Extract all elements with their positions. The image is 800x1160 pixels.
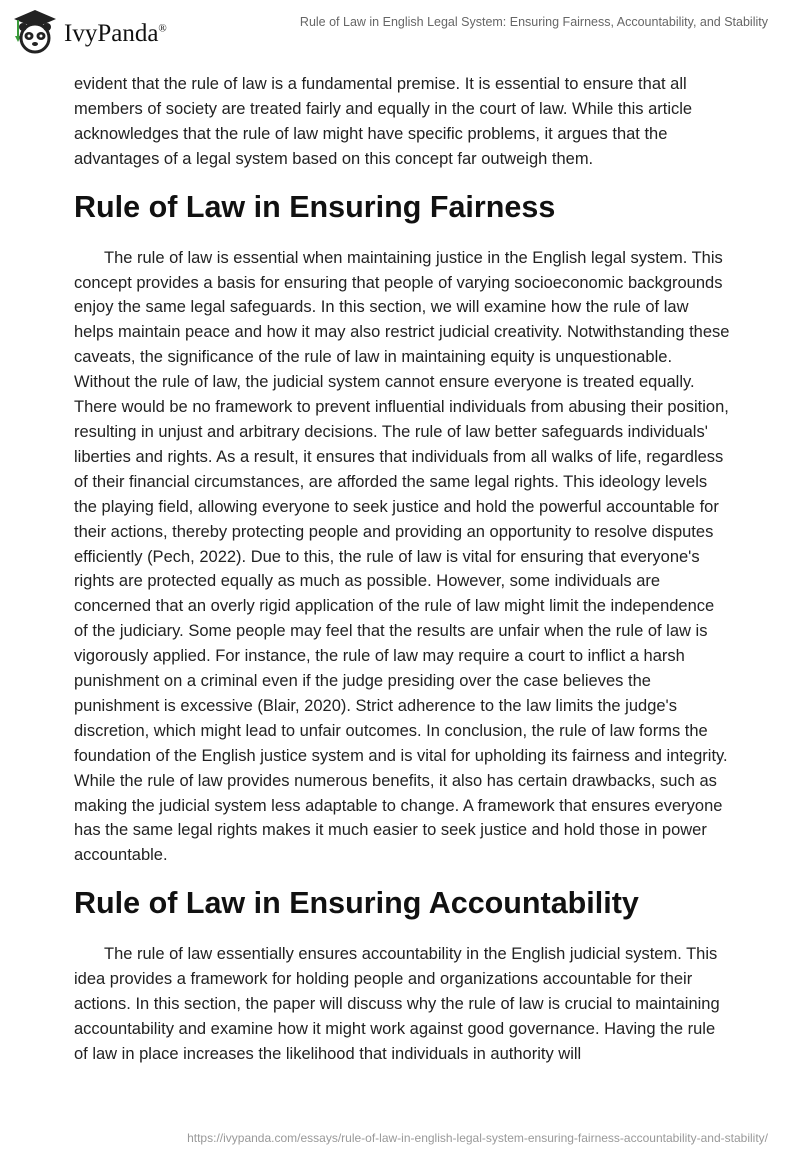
ivypanda-logo[interactable] bbox=[12, 8, 167, 54]
panda-graduate-icon bbox=[12, 8, 58, 54]
section-heading-fairness: Rule of Law in Ensuring Fairness bbox=[74, 189, 556, 224]
essay-content bbox=[74, 72, 730, 1067]
section-paragraph-accountability: The rule of law essentially ensures accountability in the English judicial system. This idea provides a framework for holding people and organizations accountable for their actions. In this section, the paper will discuss why the rule of law is crucial to maintaining accountability and examine how it might work against good governance. Having the rule of law in place increases the likelihood that individuals in authority will bbox=[74, 945, 720, 1063]
logo-wordmark bbox=[64, 20, 167, 48]
intro-paragraph: evident that the rule of law is a fundamental premise. It is essential to ensure that all members of society are treated fairly and equally in the court of law. While this article acknowledges that the rule of law might have specific problems, it argues that the advantages of a legal system based on this concept far outweigh them. bbox=[74, 75, 693, 168]
logo-text: IvyPanda bbox=[64, 20, 159, 47]
section-heading-accountability: Rule of Law in Ensuring Accountability bbox=[74, 886, 639, 921]
section-paragraph-fairness: The rule of law is essential when maintaining justice in the English legal system. This concept provides a basis for ensuring that people of varying socioeconomic backgrounds enjoy the same legal safeguards. In this section, we will examine how the rule of law helps maintain peace and how it may also restrict judicial creativity. Notwithstanding these caveats, the significance of the rule of law in maintaining equity is unquestionable. Without the rule of law, the judicial system cannot ensure everyone is treated equally. There would be no framework to prevent influential individuals from abusing their position, resulting in unjust and arbitrary decisions. The rule of law better safeguards individuals' liberties and rights. As a result, it ensures that individuals from all walks of life, regardless of their financial circumstances, are afforded the same legal rights. This ideology levels the playing field, allowing everyone to seek justice and hold the powerful accountable for their actions, thereby protecting people and providing an opportunity to resolve disputes efficiently (Pech, 2022). Due to this, the rule of law is vital for ensuring that everyone's rights are protected equally as much as possible. However, some individuals are concerned that an overly rigid application of the rule of law might limit the independence of the judiciary. Some people may feel that the results are unfair when the rule of law is vigorously applied. For instance, the rule of law may require a court to inflict a harsh punishment on a criminal even if the judge presiding over the case believes the punishment is excessive (Blair, 2020). Strict adherence to the law limits the judge's discretion, which might lead to unfair outcomes. In conclusion, the rule of law forms the foundation of the English justice system and is vital for upholding its fairness and integrity. While the rule of law provides numerous benefits, it also has certain drawbacks, such as making the judicial system less adaptable to change. A framework that ensures everyone has the same legal rights makes it much easier to seek justice and hold those in power accountable. bbox=[74, 248, 730, 865]
page-header bbox=[0, 0, 800, 60]
document-title: Rule of Law in English Legal System: Ensuring Fairness, Accountability, and Stability bbox=[299, 15, 768, 29]
source-url[interactable]: https://ivypanda.com/essays/rule-of-law-in-english-legal-system-ensuring-fairness-accountability-and-stability/ bbox=[187, 1131, 768, 1145]
registered-mark: ® bbox=[158, 22, 167, 35]
